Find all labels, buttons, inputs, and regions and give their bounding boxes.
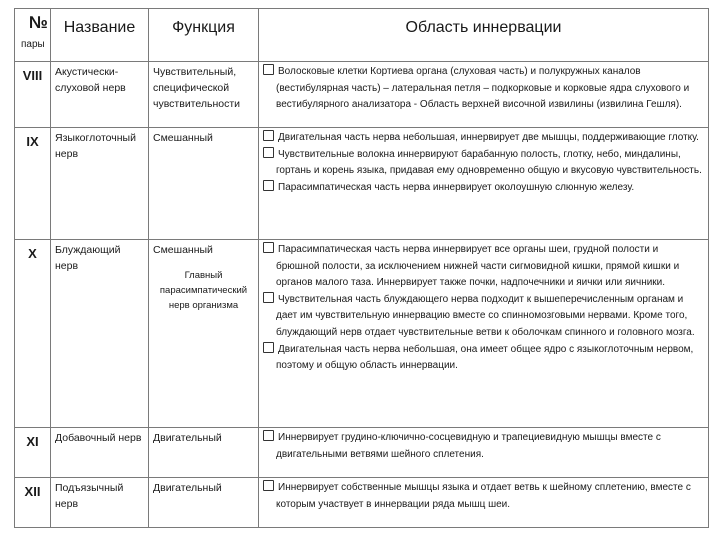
innervation-item [263,430,704,463]
innervation-item [263,242,704,292]
innervation-item [263,480,704,513]
innervation-area-cell [259,478,709,528]
innervation-text: Чувствительные волокна иннервируют барабанную полость, глотку, небо, миндалины, гортань и корень языка, придавая ему одновременно общую и вкусовую чувствительность. [276,148,702,177]
innervation-item [263,130,704,147]
nerve-name: Подъязычный нерв [51,478,149,528]
checkbox-bullet-icon [263,430,274,441]
header-function: Функция [149,9,259,62]
header-num [15,9,51,62]
innervation-text: Иннервирует грудино-ключично-сосцевидную и трапециевидную мышцы вместе с двигательными ветвями шейного сплетения. [276,432,661,460]
innervation-text: Чувствительная часть блуждающего нерва подходит к вышеперечисленным органам и дает им чувствительную иннервацию вместе со спинномозговыми нервами. Кроме того, блуждающий нерв отдает чувствительные ветви к оболочкам спинного и головного мозга. [276,293,695,338]
table-row [15,128,709,240]
innervation-text: Волосковые клетки Кортиева органа (слуховая часть) и полукружных каналов (вестибулярная часть) – латеральная петля – подкорковые и корковые ядра слухового и вестибулярного анализатора - Область верхней височной извилины (извилина Гешля). [276,66,690,111]
innervation-item [263,180,704,197]
innervation-item [263,147,704,180]
nerve-function-cell [149,128,259,240]
innervation-area-cell [259,128,709,240]
innervation-area-cell [259,62,709,128]
checkbox-bullet-icon [263,130,274,141]
innervation-item [263,342,704,375]
innervation-text: Двигательная часть нерва небольшая, иннервирует две мышцы, поддерживающие глотку. [278,132,699,143]
nerve-pair-number: VIII [15,62,51,128]
checkbox-bullet-icon [263,292,274,303]
table-row [15,478,709,528]
nerve-name: Блуждающий нерв [51,240,149,428]
nerve-name: Добавочный нерв [51,428,149,478]
nerve-function-note: Главный парасимпатический нерв организма [159,270,248,311]
header-num-sub: пары [21,39,45,50]
nerve-pair-number: IX [15,128,51,240]
table-row [15,62,709,128]
nerve-function: Двигательный [153,482,222,494]
table-body [15,62,709,528]
header-name: Название [51,9,149,62]
header-num-symbol: № [29,13,48,32]
nerve-name: Акустически-слуховой нерв [51,62,149,128]
checkbox-bullet-icon [263,64,274,75]
checkbox-bullet-icon [263,242,274,253]
checkbox-bullet-icon [263,480,274,491]
nerve-function-cell [149,62,259,128]
header-row [15,9,709,62]
table-row [15,428,709,478]
innervation-text: Парасимпатическая часть нерва иннервирует околоушную слюнную железу. [278,181,635,193]
nerve-pair-number: XII [15,478,51,528]
innervation-text: Парасимпатическая часть нерва иннервирует все органы шеи, грудной полости и брюшной полости, за исключением нижней части сигмовидной кишки, прямой кишки и органов малого таза. Иннервирует также почки, надпочечники и яички или яичники. [276,244,680,289]
checkbox-bullet-icon [263,147,274,158]
innervation-text: Двигательная часть нерва небольшая, она имеет общее ядро с языкоглоточным нервом, поэтому и общую область иннервации. [276,343,694,372]
header-innervation-area: Область иннервации [259,9,709,62]
innervation-area-cell [259,240,709,428]
innervation-item [263,292,704,342]
innervation-item [263,64,704,114]
nerve-function-cell [149,428,259,478]
nerve-pair-number: XI [15,428,51,478]
innervation-text: Иннервирует собственные мышцы языка и отдает ветвь к шейному сплетению, вместе с которым участвует в иннервации ряда мышц шеи. [276,482,691,510]
nerve-function: Чувствительный, специфической чувствительности [153,66,241,110]
cranial-nerves-table [14,8,709,528]
table-row [15,240,709,428]
nerve-function: Смешанный [153,132,213,144]
nerve-pair-number: X [15,240,51,428]
checkbox-bullet-icon [263,342,274,353]
nerve-function-cell [149,240,259,428]
nerve-function-cell [149,478,259,528]
innervation-area-cell [259,428,709,478]
nerve-name: Языкоглоточный нерв [51,128,149,240]
nerve-function: Двигательный [153,432,222,444]
checkbox-bullet-icon [263,180,274,191]
nerve-function: Смешанный [153,244,213,256]
